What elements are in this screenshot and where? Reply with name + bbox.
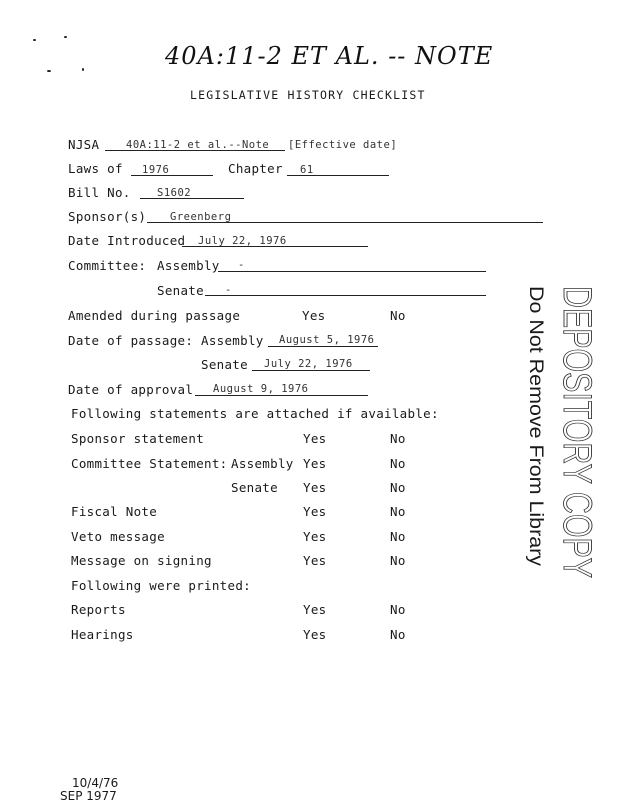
statements-header: Following statements are attached if available: [71, 406, 439, 421]
statement-sublabel: Senate [231, 480, 278, 495]
statement-label: Fiscal Note [71, 504, 158, 519]
committee-assembly-underline [218, 271, 486, 272]
chapter-label: Chapter [228, 161, 283, 176]
printed-no: No [390, 602, 406, 617]
statement-yes: Yes [303, 431, 327, 446]
statement-yes: Yes [303, 456, 327, 471]
passage-assembly-value: August 5, 1976 [279, 334, 375, 346]
page-title: LEGISLATIVE HISTORY CHECKLIST [190, 88, 426, 102]
stamp-line2: Do Not Remove From Library [525, 286, 546, 535]
footer-date-2: SEP 1977 [60, 789, 117, 803]
printed-label: Reports [71, 602, 126, 617]
committee-label: Committee: [68, 258, 147, 273]
njsa-note: [Effective date] [288, 139, 398, 151]
statement-no: No [390, 553, 406, 568]
printed-yes: Yes [303, 602, 327, 617]
statement-label: Message on signing [71, 553, 212, 568]
statement-no: No [390, 456, 406, 471]
njsa-label: NJSA [68, 137, 100, 152]
statement-no: No [390, 480, 406, 495]
laws-of-value: 1976 [142, 164, 170, 176]
printed-label: Hearings [71, 627, 134, 642]
passage-senate-underline [252, 370, 370, 371]
statement-yes: Yes [303, 504, 327, 519]
date-of-approval-underline [195, 395, 368, 396]
statement-no: No [390, 504, 406, 519]
amended-no: No [390, 308, 406, 323]
passage-senate-value: July 22, 1976 [264, 358, 353, 370]
statement-yes: Yes [303, 553, 327, 568]
scan-speck [47, 70, 51, 72]
statement-label: Sponsor statement [71, 431, 205, 446]
scan-speck [82, 68, 84, 71]
printed-header: Following were printed: [71, 578, 251, 593]
statement-label: Committee Statement: [71, 456, 228, 471]
statement-no: No [390, 529, 406, 544]
date-of-approval-label: Date of approval [68, 382, 194, 397]
committee-senate-value: - [225, 284, 232, 296]
committee-assembly-value: - [238, 259, 245, 271]
committee-senate-label: Senate [157, 283, 204, 298]
printed-no: No [390, 627, 406, 642]
laws-of-label: Laws of [68, 161, 123, 176]
stamp-line1: DEPOSITORY COPY [555, 286, 599, 582]
amended-yes: Yes [302, 308, 326, 323]
njsa-value: 40A:11-2 et al.--Note [126, 139, 270, 151]
statement-label: Veto message [71, 529, 165, 544]
date-of-passage-label: Date of passage: [68, 333, 194, 348]
bill-no-label: Bill No. [68, 185, 131, 200]
passage-senate-label: Senate [201, 357, 248, 372]
passage-assembly-underline [268, 346, 378, 347]
committee-senate-underline [205, 295, 486, 296]
bill-no-underline [140, 198, 244, 199]
date-introduced-value: July 22, 1976 [198, 235, 287, 247]
date-of-approval-value: August 9, 1976 [213, 383, 309, 395]
printed-yes: Yes [303, 627, 327, 642]
statement-no: No [390, 431, 406, 446]
committee-assembly-label: Assembly [157, 258, 220, 273]
footer-date-1: 10/4/76 [72, 776, 119, 790]
depository-stamp [520, 282, 612, 582]
scan-speck [64, 36, 67, 38]
passage-assembly-label: Assembly [201, 333, 264, 348]
handwritten-header: 40A:11-2 ET AL. -- NOTE [165, 42, 494, 70]
chapter-value: 61 [300, 164, 314, 176]
sponsor-label: Sponsor(s) [68, 209, 147, 224]
sponsor-value: Greenberg [170, 211, 232, 223]
statement-yes: Yes [303, 529, 327, 544]
statement-yes: Yes [303, 480, 327, 495]
scan-speck [33, 39, 36, 41]
date-introduced-label: Date Introduced [68, 233, 186, 248]
statement-sublabel: Assembly [231, 456, 294, 471]
amended-label: Amended during passage [68, 308, 241, 323]
bill-no-value: S1602 [157, 187, 192, 199]
